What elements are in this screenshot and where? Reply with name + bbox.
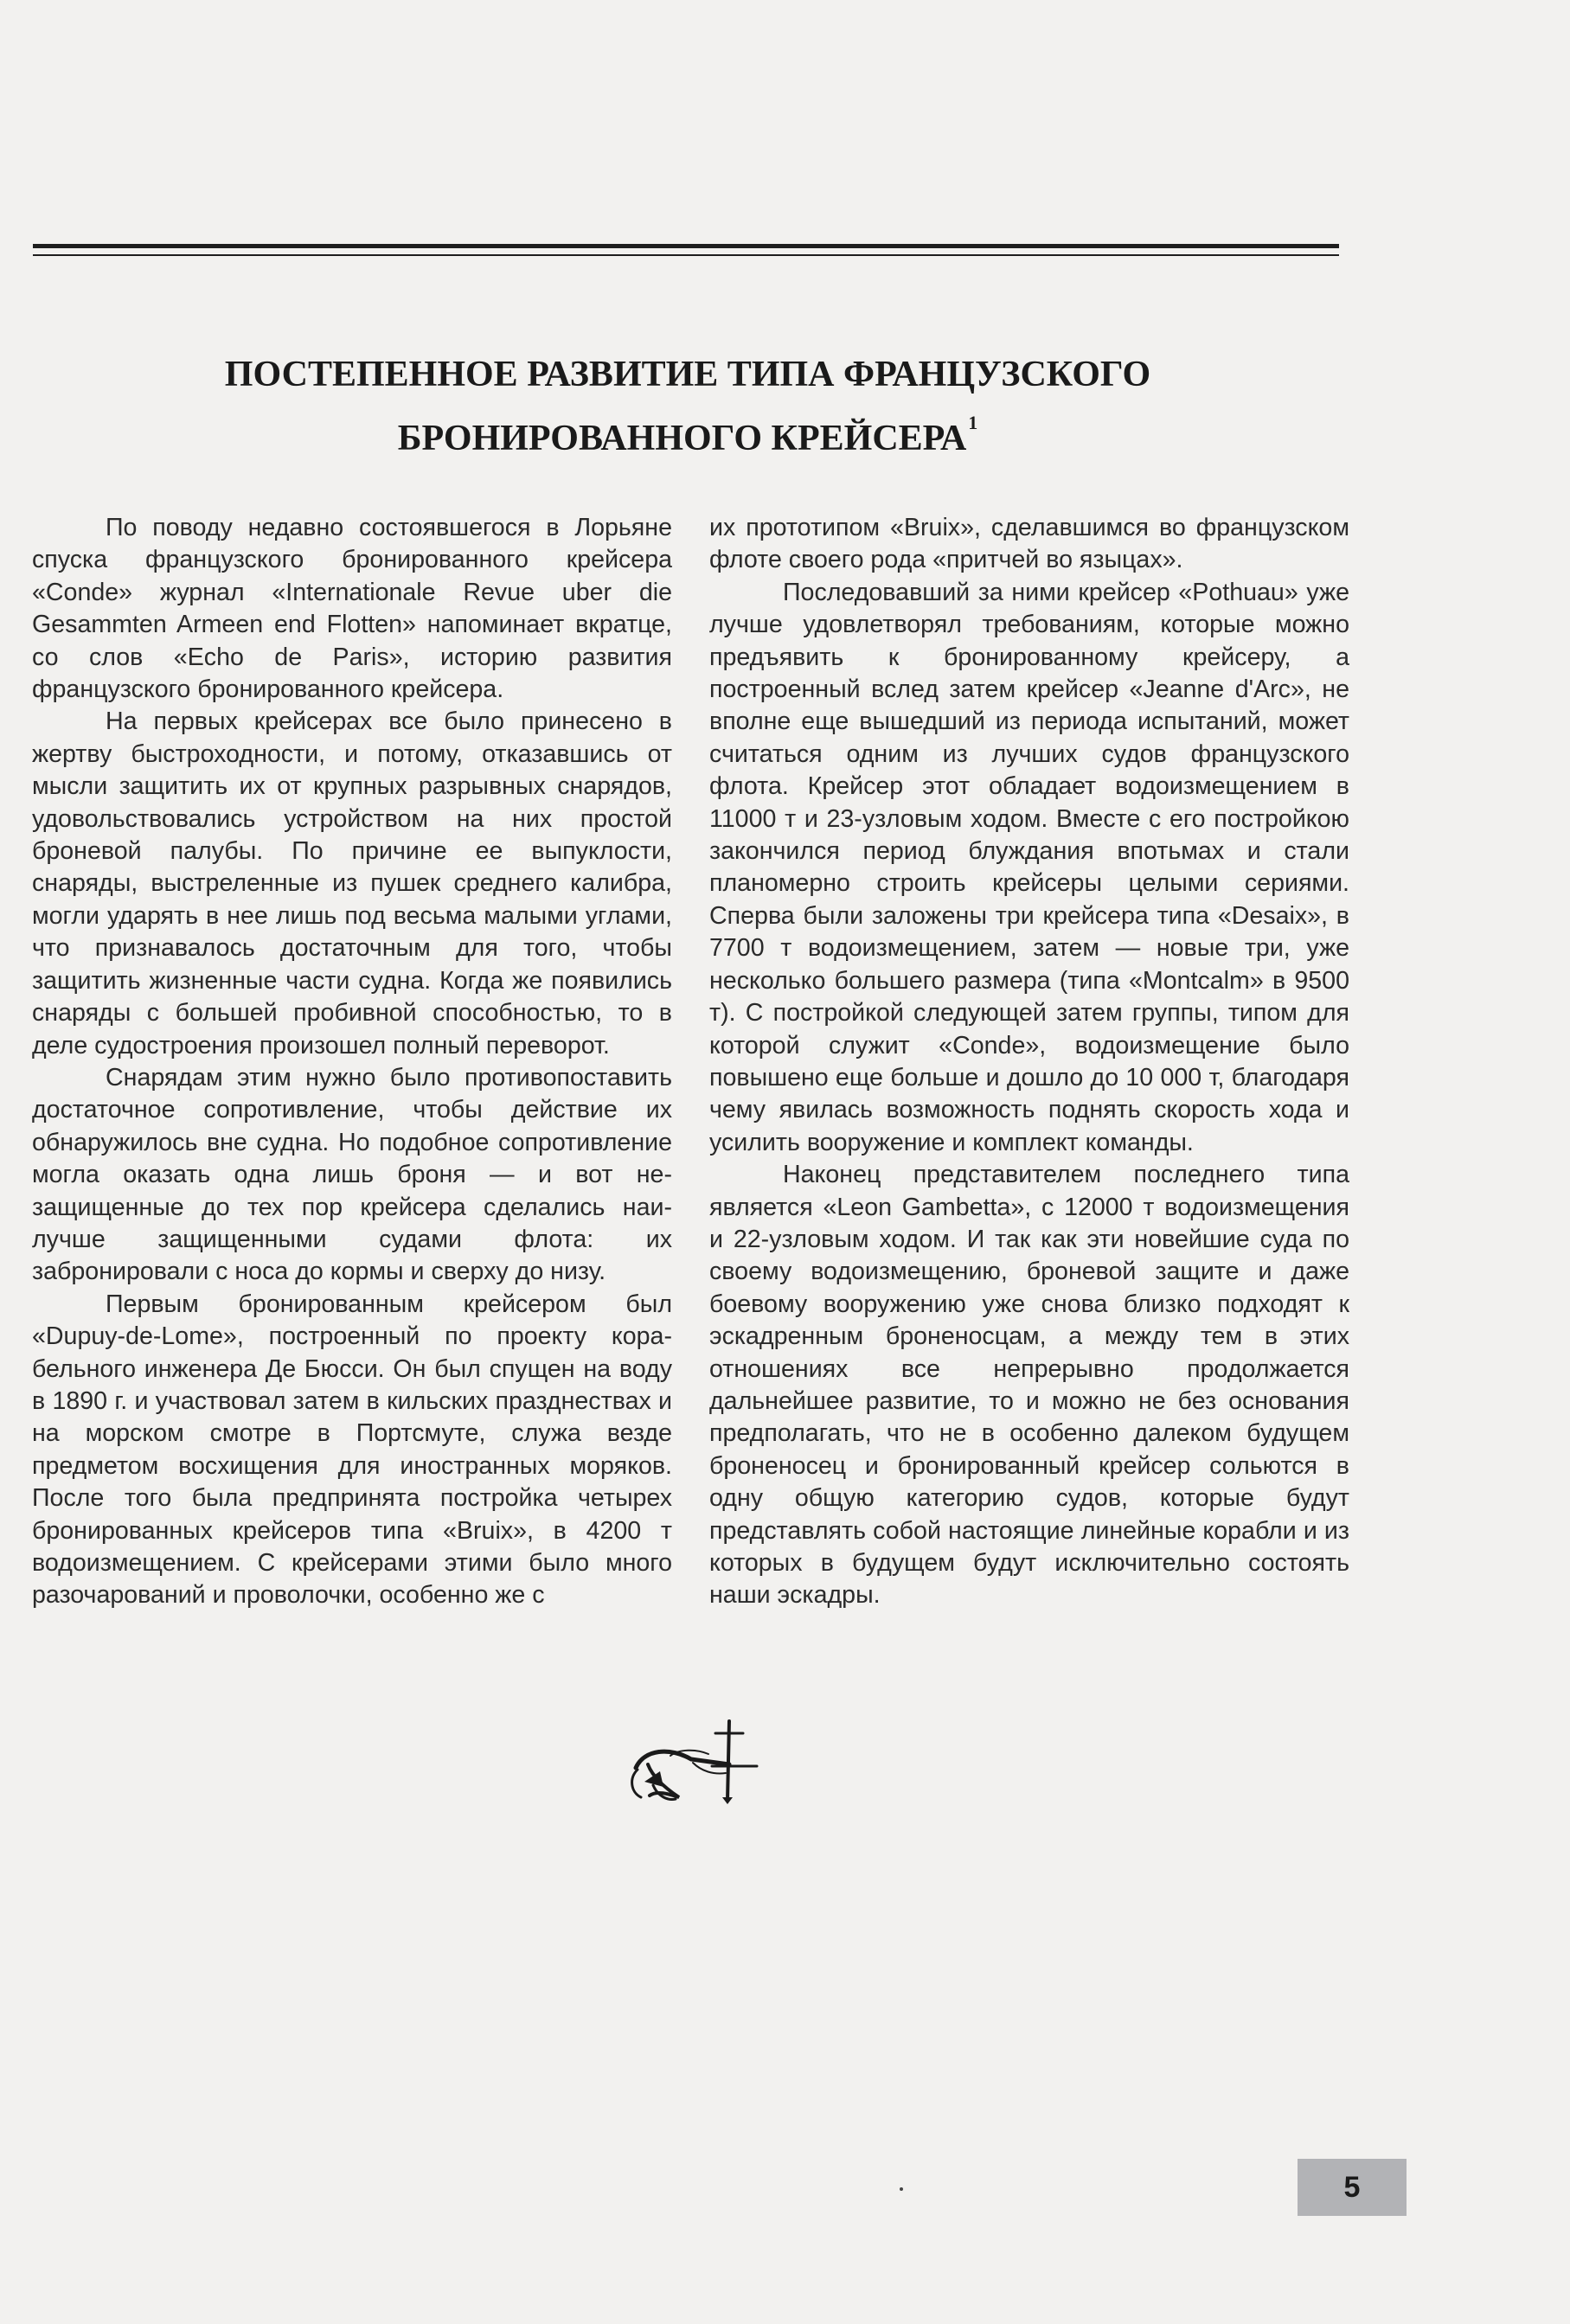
paragraph: Снарядам этим нужно было противопоставить достаточное сопротивление, чтобы действие их обнаружилось вне судна. Но подобное сопротивление могла оказать одна лишь броня — и вот незащищенные до тех пор крейсера сделались наилучше защищенными судами флота: их забронировали с носа до кормы и сверху до низу. xyxy=(32,1063,672,1286)
paragraph: Наконец представителем последнего типа является «Leon Gambetta», с 12000 т водоизмещения и 22-узловым ходом. И так как эти новейшие суда по своему водоизмещению, броневой защите и даже боевому вооружению уже снова близко подходят к эскадренным броненосцам, а между тем в этих отношениях все непрерывно продолжается дальнейшее развитие, то и можно не без основания предполагать, что не в особенно далеком будущем броненосец и бронированный крейсер сольются в одну общую категорию судов, которые будут представлять собой настоящие линейные корабли и из которых в будущем будут исключительно состоять наши эскадры. xyxy=(709,1161,1349,1610)
footnote-marker: 1 xyxy=(968,412,978,433)
paragraph: По поводу недавно состоявшегося в Лорьяне спуска французского бронированного крейсера «Conde» журнал «Internationale Revue uber die Gesammten Armeen end Flotten» напоминает вкратце, со слов «Echo de Paris», историю развития французского бронированного крейсера. xyxy=(32,514,672,704)
paragraph: их прототипом «Bruix», сделавшимся во французском флоте своего рода «притчей во языцах». xyxy=(709,514,1349,574)
header-rule xyxy=(33,244,1339,256)
page-number: 5 xyxy=(1298,2159,1407,2216)
title-line-2-text: БРОНИРОВАННОГО КРЕЙСЕРА xyxy=(397,419,967,458)
anchor-icon xyxy=(618,1714,766,1809)
print-speck xyxy=(900,2187,903,2191)
article-title xyxy=(130,350,1246,463)
paragraph: Последовавший за ними крейсер «Pothuau» уже лучше удовлетворял требованиям, которые можно предъявить к бронированному крейсеру, а построенный вслед затем крейсер «Jeanne d'Arc», не вполне еще вышедший из периода испытаний, может считаться одним из лучших судов французского флота. Крейсер этот обладает водоизмещением в 11000 т и 23-узловым ходом. Вместе с его постройкою закончился период блуждания впотьмах и стали планомерно строить крейсеры целыми сериями. Сперва были заложены три крейсера типа «Desaix», в 7700 т водоизмещением, затем — новые три, уже несколько большего размера (типа «Montcalm» в 9500 т). С постройкой следующей затем группы, типом для которой служит «Conde», водоизмещение было повышено еще больше и дошло до 10 000 т, благодаря чему явилась возможность поднять скорость хода и усилить вооружение и комплект команды. xyxy=(709,578,1349,1156)
paragraph: Первым бронированным крейсером был «Dupuy-de-Lome», построенный по проекту корабельного инженера Де Бюсси. Он был спущен на воду в 1890 г. и участвовал затем в кильских празднествах и на морском смотре в Портсмуте, служа везде предметом восхищения для иностранных моряков. После того была предпринята постройка четырех бронированных крейсеров типа «Bruix», в 4200 т водоизмещением. С крейсерами этими было много разочарований и проволочки, особенно же с xyxy=(32,1290,672,1610)
title-line-1: ПОСТЕПЕННОЕ РАЗВИТИЕ ТИПА ФРАНЦУЗСКОГО xyxy=(224,355,1151,394)
title-line-2 xyxy=(130,399,1246,463)
left-column xyxy=(32,512,672,1612)
paragraph: На первых крейсерах все было принесено в жертву быстроходности, и потому, отказавшись от мысли защитить их от крупных разрывных снарядов, удовольствовались устройством на них простой броневой палубы. По причине ее выпуклости, снаряды, выстреленные из пушек среднего калибра, могли ударять в нее лишь под весьма малыми углами, что признавалось достаточным для того, чтобы защитить жизненные части судна. Когда же появились снаряды с большей пробивной способностью, то в деле судостроения произошел полный переворот. xyxy=(32,707,672,1060)
right-column xyxy=(709,512,1349,1612)
